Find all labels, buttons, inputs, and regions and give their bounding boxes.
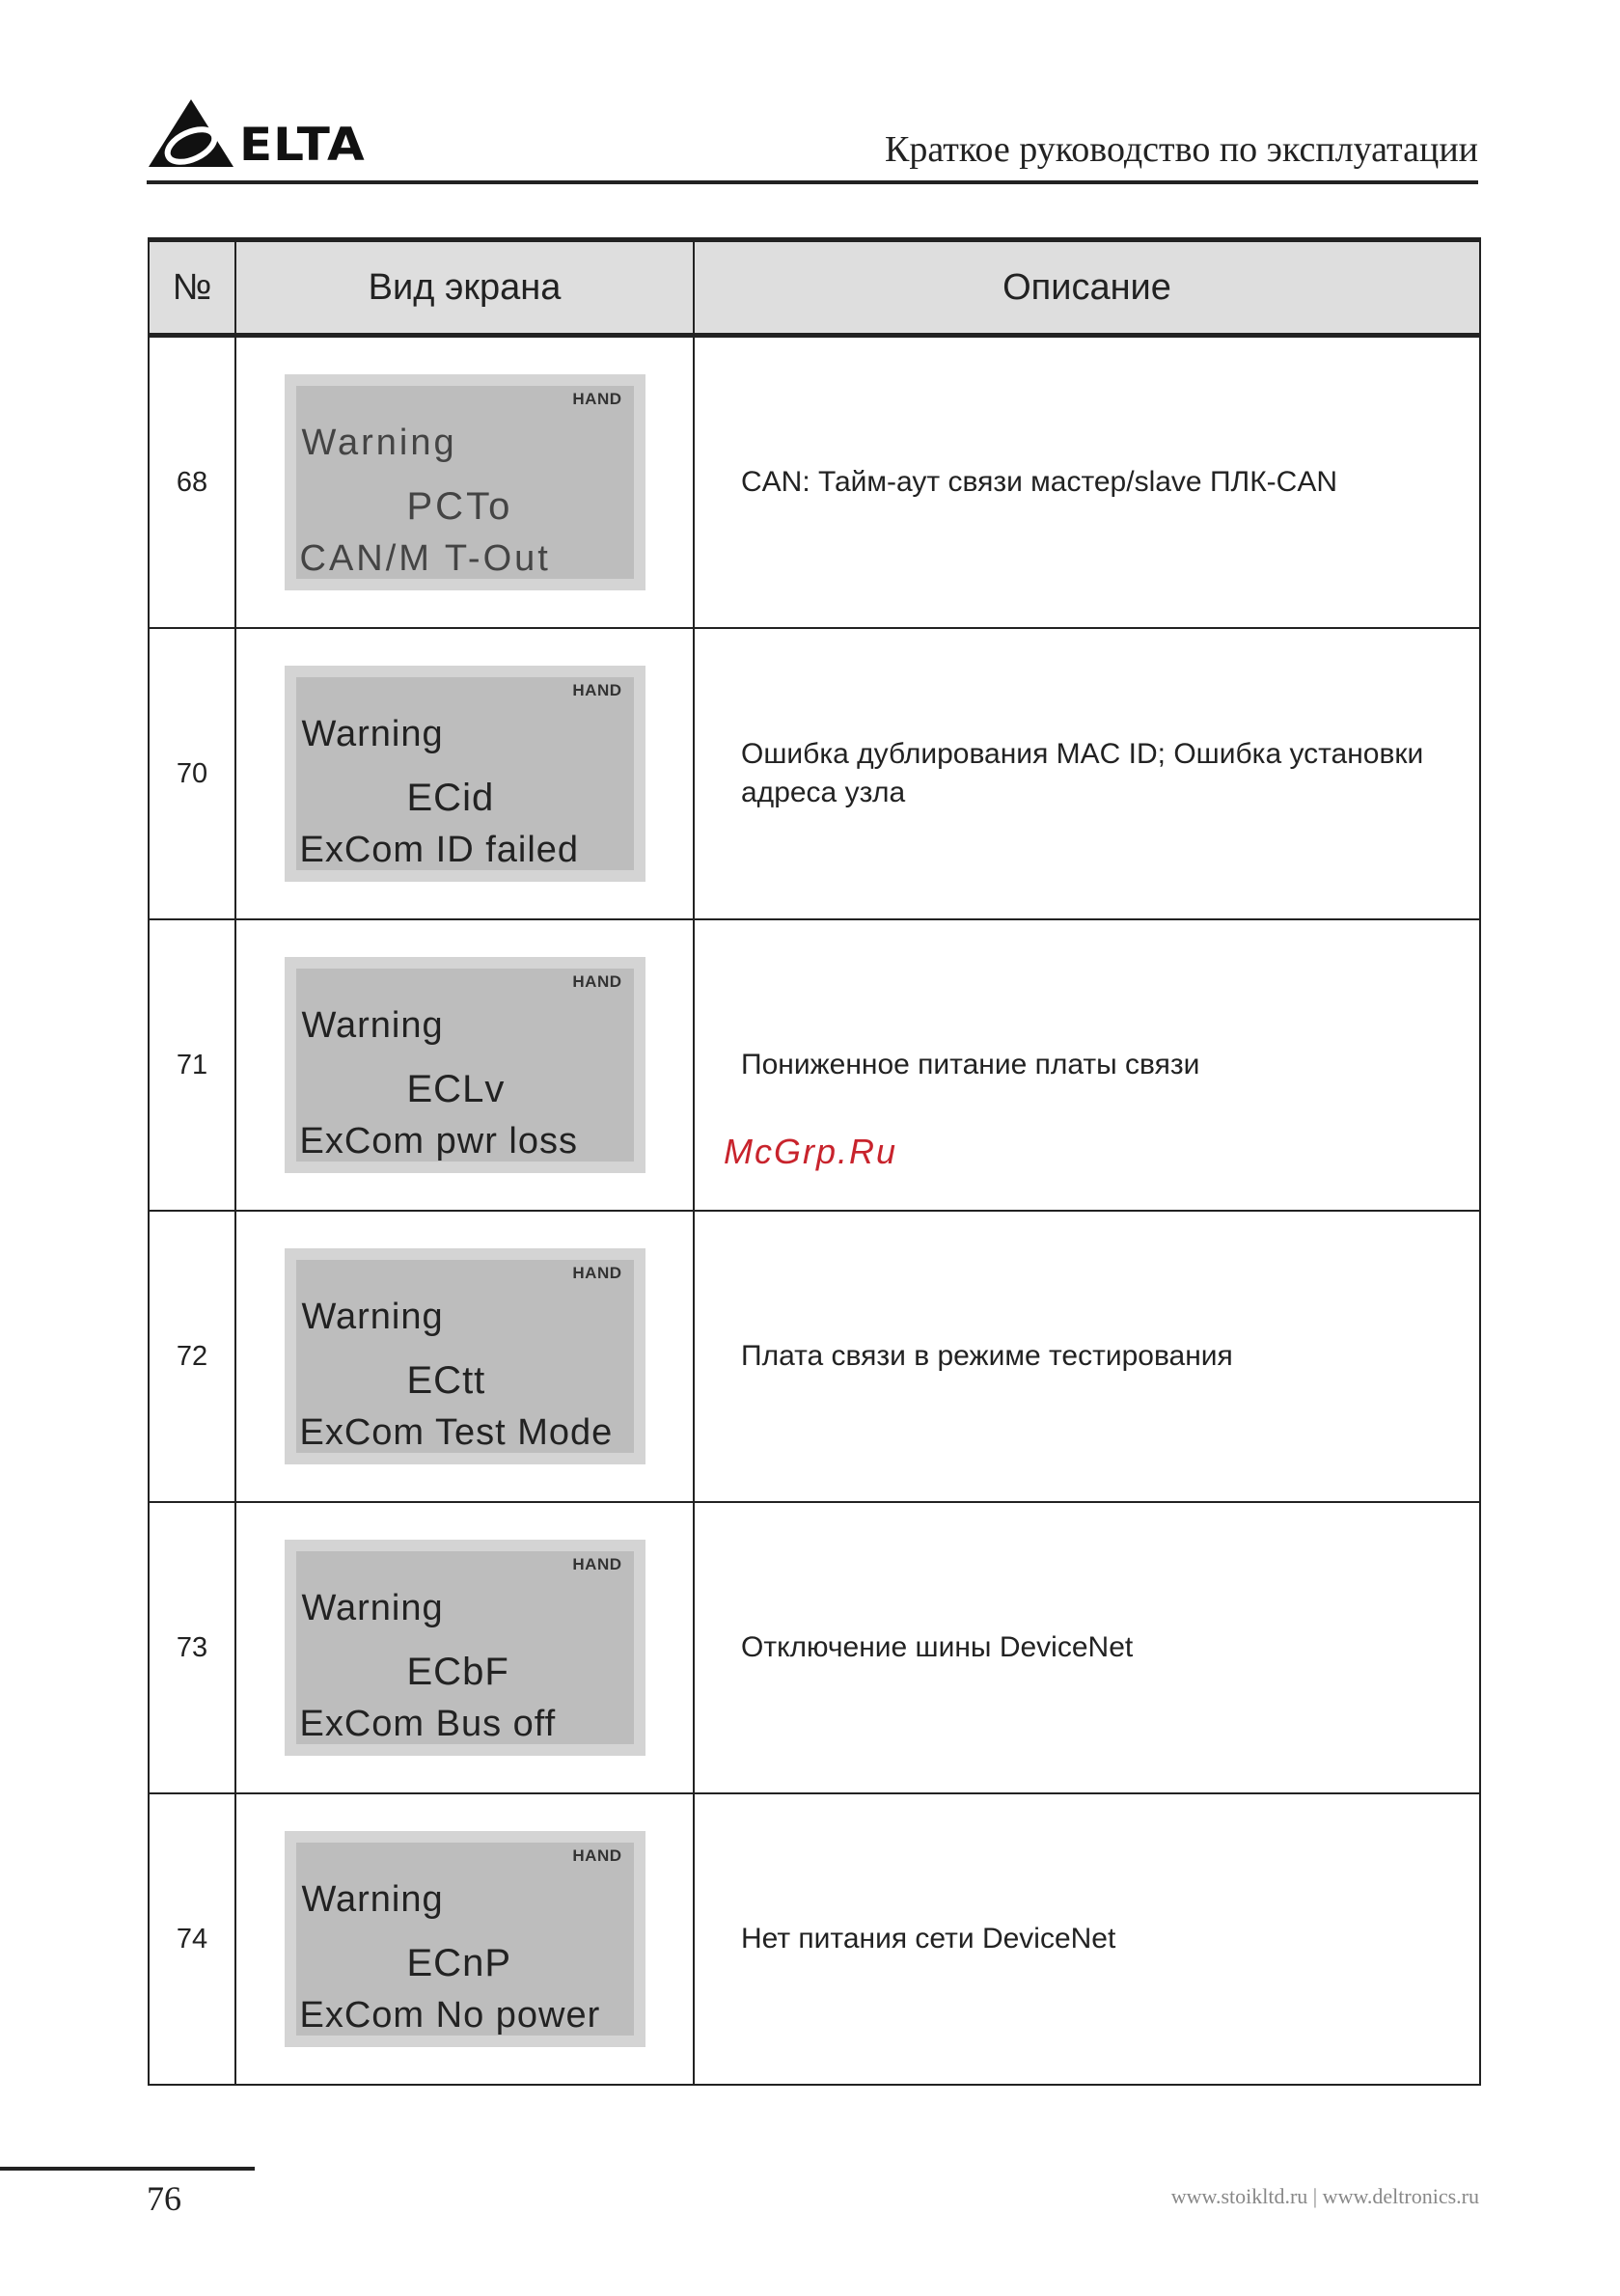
lcd-line-1: Warning [301,714,444,754]
lcd-line-3: ExCom Bus off [299,1704,557,1744]
screen-cell [235,919,694,1211]
column-header-description: Описание [694,240,1480,336]
lcd-line-1: Warning [301,1005,444,1046]
lcd-display [285,1248,645,1464]
table-row [149,336,1480,629]
lcd-line-2: ECid [406,777,495,819]
lcd-display [285,957,645,1173]
screen-cell [235,336,694,629]
delta-logo-icon [147,97,235,169]
lcd-line-2: ECnP [406,1942,511,1984]
lcd-hand-indicator: HAND [572,390,622,408]
row-number: 72 [149,1211,235,1502]
description-cell: Пониженное питание платы связи [694,919,1480,1211]
lcd-line-3: ExCom pwr loss [299,1121,578,1162]
row-number: 70 [149,628,235,919]
lcd-line-3: CAN/M T-Out [299,538,551,579]
table-header-row [149,240,1480,336]
row-number: 68 [149,336,235,629]
lcd-display [285,1831,645,2047]
lcd-line-1: Warning [301,1297,444,1337]
lcd-hand-indicator: HAND [572,1846,622,1865]
lcd-hand-indicator: HAND [572,972,622,991]
lcd-display [285,666,645,882]
lcd-line-3: ExCom No power [299,1995,601,2036]
lcd-line-2: ECtt [406,1359,486,1402]
delta-logo [147,92,366,172]
screen-cell [235,1211,694,1502]
row-number: 73 [149,1502,235,1793]
lcd-line-2: ECbF [406,1651,509,1693]
description-cell: Плата связи в режиме тестирования [694,1211,1480,1502]
description-cell: Отключение шины DeviceNet [694,1502,1480,1793]
lcd-line-1: Warning [301,1588,444,1628]
footer-links: www.stoikltd.ru | www.deltronics.ru [1170,2184,1479,2208]
table-row [149,1793,1480,2085]
document-title: Краткое руководство по эксплуатации [885,129,1478,170]
lcd-hand-indicator: HAND [572,1264,622,1282]
column-header-number: № [149,240,235,336]
table-row [149,628,1480,919]
watermark: McGrp.Ru [724,1132,898,1171]
column-header-screen: Вид экрана [235,240,694,336]
lcd-hand-indicator: HAND [572,1555,622,1573]
lcd-line-2: PCTo [406,485,513,528]
lcd-line-3: ExCom ID failed [299,830,580,870]
screen-cell [235,1502,694,1793]
page-number: 76 [147,2179,181,2218]
header-divider [147,180,1478,184]
table-row [149,1502,1480,1793]
lcd-display [285,1540,645,1756]
row-number: 74 [149,1793,235,2085]
description-cell: Нет питания сети DeviceNet [694,1793,1480,2085]
lcd-line-1: Warning [301,1879,444,1920]
footer-divider [0,2167,255,2171]
lcd-hand-indicator: HAND [572,681,622,699]
lcd-line-1: Warning [301,423,457,463]
screen-cell [235,628,694,919]
brand-name: ELTA [239,118,366,172]
row-number: 71 [149,919,235,1211]
screen-cell [235,1793,694,2085]
description-cell: CAN: Тайм-аут связи мастер/slave ПЛК-CAN [694,336,1480,629]
lcd-display [285,374,645,590]
description-cell: Ошибка дублирования MAC ID; Ошибка установки адреса узла [694,628,1480,919]
page-header [147,92,1478,184]
table-row [149,1211,1480,1502]
lcd-line-3: ExCom Test Mode [299,1412,614,1453]
lcd-line-2: ECLv [406,1068,506,1110]
